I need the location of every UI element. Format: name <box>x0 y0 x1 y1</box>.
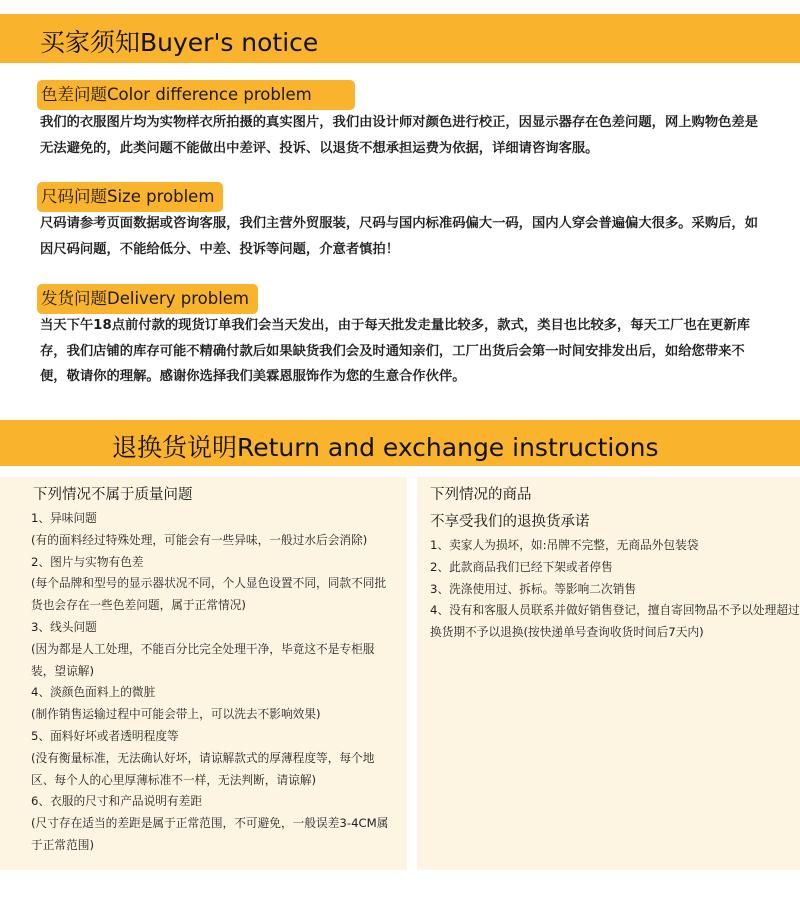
not-quality-issues-list <box>31 508 397 857</box>
list-item: (制作销售运输过程中可能会带上，可以洗去不影响效果) <box>31 707 321 722</box>
color-difference-text: 我们的衣服图片均为实物样衣所拍摄的真实图片，我们由设计师对颜色进行校正，因显示器存在色差问题，网上购物色差是无法避免的，此类问题不能做出中差评、投诉、以退货不想承担运费为依据，详细请咨询客服。 <box>40 115 759 156</box>
list-item: (每个品牌和型号的显示器状况不同，个人显色设置不同，同款不同批货也会存在一些色差问题，属于正常情况) <box>31 576 387 613</box>
list-item: 1、卖家人为损坏，如:吊牌不完整，无商品外包装袋 <box>430 538 699 552</box>
list-item: (因为都是人工处理，不能百分比完全处理干净，毕竟这不是专柜服装，望谅解) <box>31 641 375 678</box>
size-problem-text: 尺码请参考页面数据或咨询客服，我们主营外贸服装，尺码与国内标准码偏大一码，国内人穿会普遍偏大很多。采购后，如因尺码问题，不能给低分、中差、投诉等问题，介意者慎拍！ <box>40 216 759 257</box>
list-item: 2、图片与实物有色差 <box>31 554 144 569</box>
delivery-problem-text: 当天下午18点前付款的现货订单我们会当天发出，由于每天批发走量比较多，款式，类目也比较多，每天工厂也在更新库存，我们店铺的库存可能不精确付款后如果缺货我们会及时通知亲们，工厂出货后会第一时间安排发出后，如给您带来不便，敬请你的理解。感谢你选择我们美霖恩服饰作为您的生意合作伙伴。 <box>40 318 750 384</box>
list-item: (有的面料经过特殊处理，可能会有一些异味，一般过水后会消除) <box>31 532 368 547</box>
list-item: 2、此款商品我们已经下架或者停售 <box>430 559 613 574</box>
list-item: (尺寸存在适当的差距是属于正常范围，不可避免，一般误差3-4CM属于正常范围) <box>31 816 389 852</box>
list-item: 4、没有和客服人员联系并做好销售登记，擅自寄回物品不予以处理超过换货期不予以退换(按快递单号查询收货时间后7天内) <box>430 603 800 640</box>
list-item: 1、异味问题 <box>31 511 97 525</box>
list-item: 3、线头问题 <box>31 619 97 634</box>
not-quality-issues-heading: 下列情况不属于质量问题 <box>33 487 193 503</box>
color-difference-heading: 色差问题Color difference problem <box>37 80 355 110</box>
excluded-goods-heading: 下列情况的商品 <box>430 487 532 503</box>
list-item: (没有衡量标准，无法确认好坏，请谅解款式的厚薄程度等，每个地区、每个人的心里厚薄标准不一样，无法判断，请谅解) <box>31 750 375 787</box>
buyers-notice-title: 买家须知Buyer's notice <box>40 28 319 57</box>
size-problem-heading: 尺码问题Size problem <box>37 182 223 212</box>
list-item: 3、洗涤使用过、拆标。等影响二次销售 <box>430 581 637 596</box>
return-exchange-title: 退换货说明Return and exchange instructions <box>112 433 659 462</box>
excluded-goods-list <box>430 535 800 644</box>
no-return-promise-heading: 不享受我们的退换货承诺 <box>430 514 590 530</box>
list-item: 4、淡颜色面料上的微脏 <box>31 685 156 700</box>
list-item: 5、面料好坏或者透明程度等 <box>31 728 179 743</box>
list-item: 6、衣服的尺寸和产品说明有差距 <box>31 794 203 809</box>
delivery-problem-heading: 发货问题Delivery problem <box>37 284 258 314</box>
